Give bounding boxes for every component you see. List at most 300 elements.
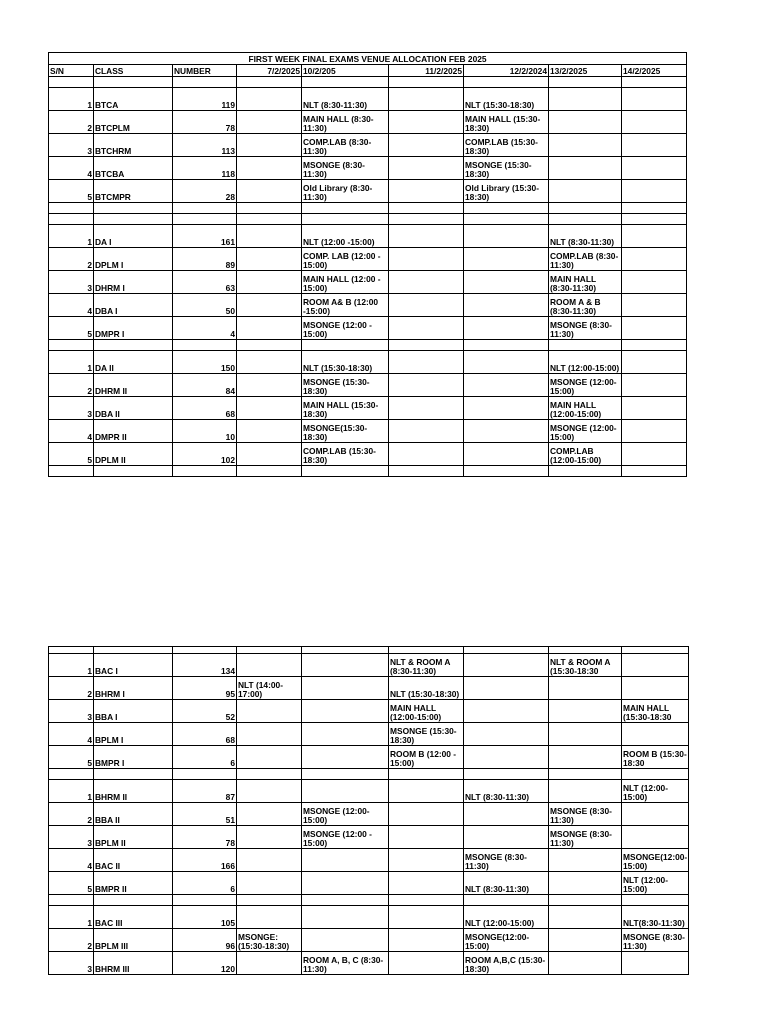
venue-cell	[549, 88, 622, 111]
venue-cell	[302, 746, 389, 769]
venue-cell	[302, 677, 389, 700]
empty-cell	[622, 466, 687, 477]
table-row	[49, 134, 687, 157]
empty-cell	[549, 769, 622, 780]
venue-cell	[237, 826, 302, 849]
venue-cell	[389, 88, 464, 111]
venue-cell: COMP.LAB (15:30-18:30)	[302, 443, 389, 466]
venue-cell	[302, 654, 389, 677]
venue-cell	[622, 397, 687, 420]
venue-cell	[237, 443, 302, 466]
header-date-7-2: 7/2/2025	[237, 65, 302, 77]
venue-allocation-table-2	[48, 646, 689, 975]
venue-cell	[464, 374, 549, 397]
venue-cell: COMP.LAB (12:00-15:00)	[549, 443, 622, 466]
number-cell: 166	[173, 849, 237, 872]
sn-cell: 2	[49, 111, 94, 134]
class-cell: BMPR I	[94, 746, 173, 769]
venue-cell: MSONGE (8:30-11:30)	[549, 317, 622, 340]
venue-cell: NLT (8:30-11:30)	[464, 872, 549, 895]
number-cell: 89	[173, 248, 237, 271]
venue-cell: NLT (12:00-15:00)	[464, 906, 549, 929]
class-cell: DHRM I	[94, 271, 173, 294]
venue-cell	[549, 746, 622, 769]
venue-cell	[622, 952, 689, 975]
class-cell: BPLM III	[94, 929, 173, 952]
venue-cell	[237, 111, 302, 134]
table-row	[49, 420, 687, 443]
venue-cell	[464, 700, 549, 723]
venue-cell	[237, 420, 302, 443]
venue-cell: NLT (12:00-15:00)	[622, 780, 689, 803]
venue-cell	[389, 225, 464, 248]
table-row	[49, 225, 687, 248]
venue-cell	[622, 180, 687, 203]
venue-cell	[622, 723, 689, 746]
empty-cell	[173, 203, 237, 214]
empty-cell	[622, 203, 687, 214]
venue-cell	[237, 271, 302, 294]
venue-cell: ROOM A & B (8:30-11:30)	[549, 294, 622, 317]
header-number: NUMBER	[173, 65, 237, 77]
sn-cell: 1	[49, 780, 94, 803]
empty-cell	[49, 466, 94, 477]
venue-cell	[237, 248, 302, 271]
venue-cell: NLT (15:30-18:30)	[302, 351, 389, 374]
spacer-row	[49, 203, 687, 214]
number-cell: 4	[173, 317, 237, 340]
number-cell: 52	[173, 700, 237, 723]
spacer-row	[49, 769, 689, 780]
venue-cell	[389, 317, 464, 340]
venue-cell: MAIN HALL (12:00 - 15:00)	[302, 271, 389, 294]
empty-cell	[237, 895, 302, 906]
venue-cell	[389, 929, 464, 952]
table-row	[49, 929, 689, 952]
venue-cell: MSONGE (8:30-11:30)	[549, 826, 622, 849]
empty-cell	[389, 769, 464, 780]
empty-cell	[302, 214, 389, 225]
number-cell: 10	[173, 420, 237, 443]
class-cell: BTCMPR	[94, 180, 173, 203]
venue-cell	[464, 803, 549, 826]
venue-cell	[389, 271, 464, 294]
empty-cell	[237, 77, 302, 88]
number-cell: 84	[173, 374, 237, 397]
empty-cell	[94, 466, 173, 477]
empty-cell	[302, 895, 389, 906]
venue-cell	[389, 443, 464, 466]
venue-cell: NLT (15:30-18:30)	[389, 677, 464, 700]
venue-cell	[389, 294, 464, 317]
number-cell: 68	[173, 723, 237, 746]
venue-cell	[237, 317, 302, 340]
sn-cell: 3	[49, 271, 94, 294]
header-date-14-2: 14/2/2025	[622, 65, 687, 77]
venue-cell: COMP.LAB (8:30-11:30)	[302, 134, 389, 157]
venue-cell	[622, 443, 687, 466]
table-row	[49, 317, 687, 340]
empty-cell	[173, 340, 237, 351]
header-sn: S/N	[49, 65, 94, 77]
class-cell: BHRM II	[94, 780, 173, 803]
venue-cell	[302, 872, 389, 895]
spacer-row	[49, 214, 687, 225]
venue-cell	[622, 420, 687, 443]
venue-cell: NLT (12:00-15:00)	[622, 872, 689, 895]
empty-cell	[549, 214, 622, 225]
empty-cell	[549, 77, 622, 88]
venue-cell: MSONGE (15:30-18:30)	[389, 723, 464, 746]
venue-cell	[237, 780, 302, 803]
venue-cell	[622, 134, 687, 157]
venue-cell	[464, 271, 549, 294]
header-date-13-2: 13/2/2025	[549, 65, 622, 77]
table-row	[49, 374, 687, 397]
table-row	[49, 746, 689, 769]
venue-cell	[389, 780, 464, 803]
venue-cell	[237, 654, 302, 677]
venue-cell	[237, 803, 302, 826]
empty-cell	[94, 203, 173, 214]
table-row	[49, 803, 689, 826]
empty-cell	[464, 769, 549, 780]
empty-cell	[389, 895, 464, 906]
table-top-spacer-row	[49, 647, 689, 654]
venue-cell	[622, 157, 687, 180]
class-cell: BHRM I	[94, 677, 173, 700]
empty-cell	[173, 77, 237, 88]
venue-cell: MSONGE: (15:30-18:30)	[237, 929, 302, 952]
venue-cell	[622, 248, 687, 271]
venue-cell: ROOM A& B (12:00 -15:00)	[302, 294, 389, 317]
venue-cell: NLT & ROOM A (8:30-11:30)	[389, 654, 464, 677]
number-cell: 50	[173, 294, 237, 317]
number-cell: 78	[173, 111, 237, 134]
venue-cell: Old Library (8:30-11:30)	[302, 180, 389, 203]
header-date-12-2: 12/2/2024	[464, 65, 549, 77]
number-cell: 118	[173, 157, 237, 180]
number-cell: 102	[173, 443, 237, 466]
empty-cell	[173, 214, 237, 225]
number-cell: 78	[173, 826, 237, 849]
venue-cell	[302, 723, 389, 746]
empty-cell	[549, 895, 622, 906]
venue-cell: NLT (12:00-15:00)	[549, 351, 622, 374]
class-cell: BHRM III	[94, 952, 173, 975]
venue-cell: MSONGE (15:30-18:30)	[464, 157, 549, 180]
class-cell: BTCPLM	[94, 111, 173, 134]
venue-cell	[549, 157, 622, 180]
venue-cell	[237, 294, 302, 317]
empty-cell	[622, 77, 687, 88]
sn-cell: 3	[49, 952, 94, 975]
venue-cell	[389, 111, 464, 134]
empty-cell	[389, 214, 464, 225]
venue-cell: ROOM A,B,C (15:30-18:30)	[464, 952, 549, 975]
venue-cell: MSONGE (8:30-11:30)	[302, 157, 389, 180]
empty-cell	[237, 214, 302, 225]
spacer-row	[49, 895, 689, 906]
sn-cell: 2	[49, 374, 94, 397]
table-title-row	[49, 53, 687, 65]
table-row	[49, 700, 689, 723]
table-row	[49, 157, 687, 180]
venue-cell	[549, 780, 622, 803]
empty-cell	[237, 769, 302, 780]
venue-cell: MSONGE(12:00-15:00)	[464, 929, 549, 952]
venue-cell	[549, 677, 622, 700]
venue-cell	[464, 317, 549, 340]
empty-cell	[302, 769, 389, 780]
venue-cell	[237, 952, 302, 975]
empty-cell	[389, 77, 464, 88]
venue-cell	[622, 88, 687, 111]
empty-cell	[622, 895, 689, 906]
venue-cell	[389, 420, 464, 443]
venue-cell	[464, 723, 549, 746]
venue-cell: MSONGE (12:00-15:00)	[302, 803, 389, 826]
class-cell: BBA II	[94, 803, 173, 826]
venue-cell: MAIN HALL (8:30-11:30)	[302, 111, 389, 134]
table-row	[49, 872, 689, 895]
venue-cell	[302, 849, 389, 872]
venue-cell	[237, 872, 302, 895]
venue-cell	[237, 700, 302, 723]
venue-cell: NLT (15:30-18:30)	[464, 88, 549, 111]
venue-cell: MSONGE(15:30-18:30)	[302, 420, 389, 443]
sn-cell: 1	[49, 225, 94, 248]
empty-cell	[389, 340, 464, 351]
empty-cell	[173, 466, 237, 477]
empty-cell	[464, 77, 549, 88]
class-cell: BAC II	[94, 849, 173, 872]
venue-cell: MAIN HALL (15:30-18:30	[622, 700, 689, 723]
sn-cell: 1	[49, 906, 94, 929]
venue-cell: MSONGE (12:00-15:00)	[549, 374, 622, 397]
venue-cell	[549, 134, 622, 157]
number-cell: 134	[173, 654, 237, 677]
header-date-11-2: 11/2/2025	[389, 65, 464, 77]
class-cell: BTCA	[94, 88, 173, 111]
venue-cell	[464, 248, 549, 271]
venue-cell	[389, 351, 464, 374]
table-row	[49, 111, 687, 134]
venue-cell	[622, 317, 687, 340]
class-cell: DMPR I	[94, 317, 173, 340]
sn-cell: 4	[49, 294, 94, 317]
empty-cell	[302, 340, 389, 351]
empty-cell	[464, 203, 549, 214]
number-cell: 6	[173, 746, 237, 769]
venue-cell: MSONGE(12:00-15:00)	[622, 849, 689, 872]
number-cell: 113	[173, 134, 237, 157]
venue-cell	[549, 180, 622, 203]
sn-cell: 3	[49, 826, 94, 849]
venue-cell	[389, 826, 464, 849]
venue-cell: ROOM A, B, C (8:30-11:30)	[302, 952, 389, 975]
venue-cell	[237, 723, 302, 746]
class-cell: DBA I	[94, 294, 173, 317]
venue-cell: NLT (8:30-11:30)	[464, 780, 549, 803]
number-cell: 150	[173, 351, 237, 374]
venue-cell: MSONGE (8:30-11:30)	[464, 849, 549, 872]
table-row	[49, 723, 689, 746]
empty-cell	[389, 466, 464, 477]
empty-cell	[464, 214, 549, 225]
class-cell: DMPR II	[94, 420, 173, 443]
venue-cell	[237, 351, 302, 374]
venue-cell: MSONGE (8:30-11:30)	[549, 803, 622, 826]
empty-cell	[49, 77, 94, 88]
number-cell: 63	[173, 271, 237, 294]
empty-cell	[549, 203, 622, 214]
sn-cell: 4	[49, 849, 94, 872]
sn-cell: 3	[49, 134, 94, 157]
number-cell: 95	[173, 677, 237, 700]
sn-cell: 4	[49, 157, 94, 180]
venue-cell	[464, 677, 549, 700]
venue-cell: Old Library (15:30-18:30)	[464, 180, 549, 203]
empty-cell	[94, 77, 173, 88]
empty-cell	[94, 340, 173, 351]
venue-cell	[464, 746, 549, 769]
venue-cell: ROOM B (15:30-18:30	[622, 746, 689, 769]
empty-cell	[302, 203, 389, 214]
venue-cell	[464, 225, 549, 248]
class-cell: BPLM II	[94, 826, 173, 849]
venue-cell	[622, 803, 689, 826]
venue-cell	[389, 397, 464, 420]
table-row	[49, 294, 687, 317]
venue-cell: NLT (14:00-17:00)	[237, 677, 302, 700]
venue-cell	[389, 872, 464, 895]
venue-cell	[302, 780, 389, 803]
empty-cell	[622, 214, 687, 225]
number-cell: 96	[173, 929, 237, 952]
table-row	[49, 906, 689, 929]
venue-cell	[389, 374, 464, 397]
class-cell: DBA II	[94, 397, 173, 420]
venue-cell	[389, 157, 464, 180]
sn-cell: 5	[49, 317, 94, 340]
class-cell: DPLM I	[94, 248, 173, 271]
venue-cell	[622, 654, 689, 677]
venue-cell	[549, 872, 622, 895]
class-cell: BPLM I	[94, 723, 173, 746]
table-row	[49, 351, 687, 374]
venue-cell: MSONGE (12:00 - 15:00)	[302, 317, 389, 340]
sn-cell: 5	[49, 443, 94, 466]
empty-cell	[94, 895, 173, 906]
empty-cell	[49, 769, 94, 780]
number-cell: 6	[173, 872, 237, 895]
venue-cell	[389, 906, 464, 929]
venue-cell	[549, 929, 622, 952]
class-cell: BBA I	[94, 700, 173, 723]
empty-cell	[237, 340, 302, 351]
venue-cell: MAIN HALL (15:30-18:30)	[464, 111, 549, 134]
number-cell: 120	[173, 952, 237, 975]
venue-cell: MAIN HALL (12:00-15:00)	[549, 397, 622, 420]
venue-cell	[464, 443, 549, 466]
table-row	[49, 654, 689, 677]
empty-cell	[49, 340, 94, 351]
venue-cell: MAIN HALL (15:30-18:30)	[302, 397, 389, 420]
class-cell: BAC III	[94, 906, 173, 929]
venue-cell	[464, 826, 549, 849]
empty-cell	[94, 214, 173, 225]
sn-cell: 1	[49, 654, 94, 677]
empty-cell	[94, 769, 173, 780]
venue-cell	[389, 134, 464, 157]
empty-cell	[302, 77, 389, 88]
empty-cell	[464, 895, 549, 906]
empty-cell	[173, 895, 237, 906]
table-row	[49, 677, 689, 700]
empty-cell	[622, 769, 689, 780]
table-row	[49, 952, 689, 975]
spacer-row	[49, 340, 687, 351]
table-row	[49, 849, 689, 872]
header-class: CLASS	[94, 65, 173, 77]
empty-cell	[173, 769, 237, 780]
table-title: FIRST WEEK FINAL EXAMS VENUE ALLOCATION FEB 2025	[49, 53, 687, 65]
class-cell: BAC I	[94, 654, 173, 677]
sn-cell: 3	[49, 700, 94, 723]
venue-cell	[389, 180, 464, 203]
venue-cell: NLT (12:00 -15:00)	[302, 225, 389, 248]
venue-cell	[549, 849, 622, 872]
venue-cell: MAIN HALL (8:30-11:30)	[549, 271, 622, 294]
empty-cell	[389, 203, 464, 214]
class-cell: DPLM II	[94, 443, 173, 466]
venue-cell	[549, 723, 622, 746]
sn-cell: 3	[49, 397, 94, 420]
class-cell: BTCHRM	[94, 134, 173, 157]
venue-cell: MSONGE (15:30-18:30)	[302, 374, 389, 397]
venue-cell: NLT (8:30-11:30)	[302, 88, 389, 111]
venue-cell	[389, 952, 464, 975]
venue-cell	[464, 420, 549, 443]
spacer-row	[49, 466, 687, 477]
header-row	[49, 65, 687, 77]
sn-cell: 1	[49, 351, 94, 374]
venue-cell	[464, 397, 549, 420]
number-cell: 105	[173, 906, 237, 929]
table-row	[49, 780, 689, 803]
sn-cell: 2	[49, 248, 94, 271]
empty-cell	[49, 203, 94, 214]
venue-cell: MSONGE (12:00-15:00)	[549, 420, 622, 443]
venue-cell	[622, 677, 689, 700]
venue-cell	[302, 700, 389, 723]
empty-cell	[622, 340, 687, 351]
venue-cell: COMP. LAB (12:00 - 15:00)	[302, 248, 389, 271]
sn-cell: 2	[49, 803, 94, 826]
spacer-row	[49, 77, 687, 88]
table-row	[49, 248, 687, 271]
venue-cell	[389, 849, 464, 872]
empty-cell	[49, 895, 94, 906]
empty-cell	[464, 340, 549, 351]
venue-cell	[622, 111, 687, 134]
venue-cell: COMP.LAB (8:30-11:30)	[549, 248, 622, 271]
venue-cell	[549, 700, 622, 723]
number-cell: 161	[173, 225, 237, 248]
venue-cell: MSONGE (12:00 - 15:00)	[302, 826, 389, 849]
table-row	[49, 180, 687, 203]
